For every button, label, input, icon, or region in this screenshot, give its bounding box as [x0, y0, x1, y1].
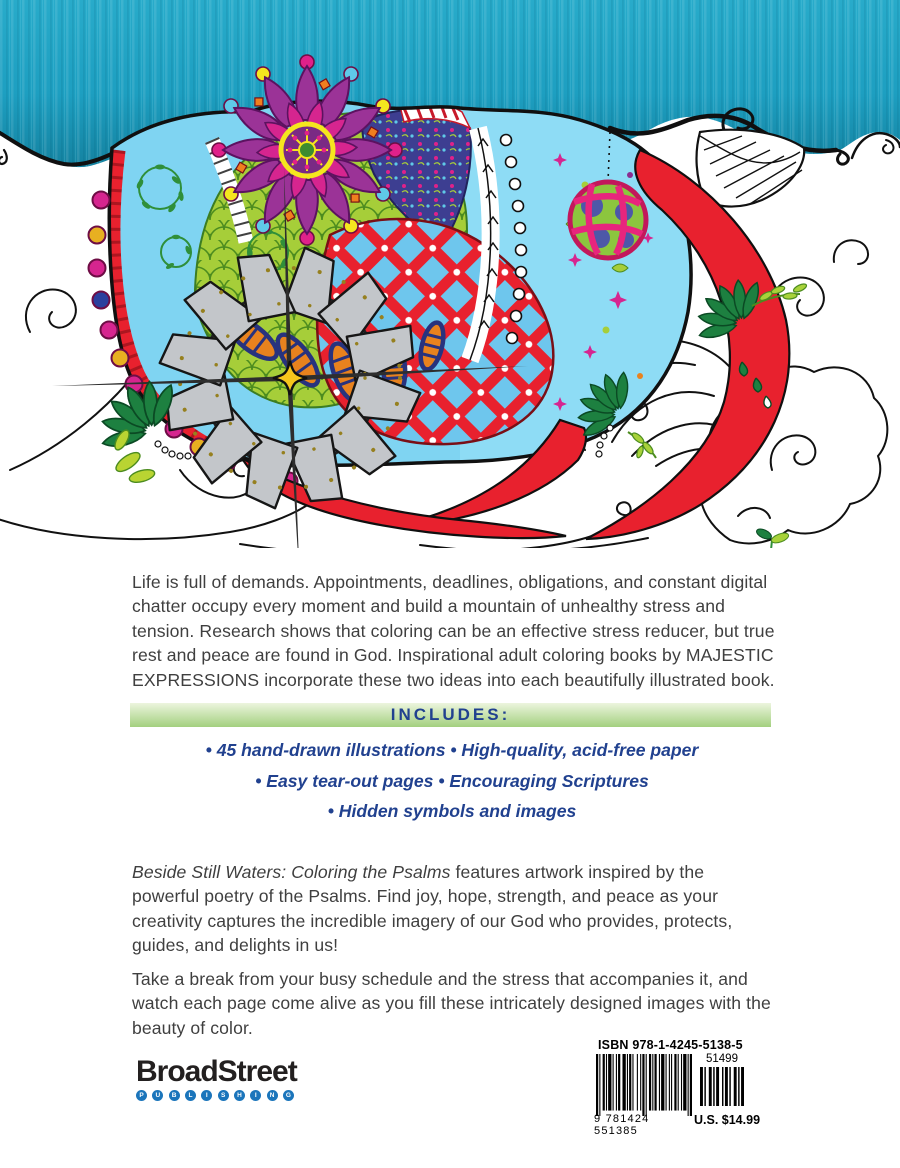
publisher-letter: I [201, 1090, 212, 1101]
publisher-letter: L [185, 1090, 196, 1101]
sprig-bottom [755, 527, 790, 548]
isbn-label: ISBN 978-1-4245-5138-5 [598, 1038, 743, 1052]
isbn-barcode [592, 1038, 762, 1137]
description-paragraph [132, 860, 776, 958]
publisher-name: BroadStreet [136, 1055, 297, 1088]
book-title: Beside Still Waters: Coloring the Psalms [132, 861, 451, 882]
includes-line: • 45 hand-drawn illustrations • High-quality, acid-free paper [205, 740, 699, 760]
feather-icon [697, 130, 805, 207]
publisher-logo [136, 1057, 297, 1101]
includes-banner [130, 703, 771, 727]
includes-title: INCLUDES: [390, 705, 511, 724]
ean-barcode-bars [596, 1054, 692, 1116]
closing-paragraph: Take a break from your busy schedule and the stress that accompanies it, and watch each page come alive as you fill these intricately designed images with the beauty of color. [132, 968, 771, 1038]
publisher-subtitle [136, 1090, 294, 1101]
publisher-letter: H [234, 1090, 245, 1101]
publisher-letter: B [169, 1090, 180, 1101]
publisher-letter: S [218, 1090, 229, 1101]
publisher-letter: U [152, 1090, 163, 1101]
description-text: features artwork inspired by the powerful poetry of the Psalms. Find joy, hope, strength, and peace as your creativity captures the incredible imagery of our God who provides, protects, guides, and delights in us! [132, 861, 733, 956]
publisher-letter: I [250, 1090, 261, 1101]
addon-barcode-bars [700, 1067, 744, 1111]
includes-line: • Easy tear-out pages • Encouraging Scriptures [255, 770, 649, 791]
ean-digits: 9 781424 551385 [594, 1113, 650, 1137]
includes-line: • Hidden symbols and images [327, 801, 577, 822]
publisher-letter: P [136, 1090, 147, 1101]
price-label: U.S. $14.99 [694, 1113, 761, 1127]
cover-illustration [0, 0, 900, 548]
includes-list [132, 735, 772, 827]
publisher-letter: N [267, 1090, 278, 1101]
intro-paragraph: Life is full of demands. Appointments, deadlines, obligations, and constant digital chatter occupy every moment and build a mountain of unhealthy stress and tension. Research shows that coloring can be an effective stress reducer, but true rest and peace are found in God. Inspirational adult coloring books by MAJESTIC EXPRESSIONS incorporate these two ideas into each beautifully illustrated book. [132, 571, 775, 690]
publisher-letter: G [283, 1090, 294, 1101]
barcode-addon-code: 51499 [706, 1053, 738, 1065]
